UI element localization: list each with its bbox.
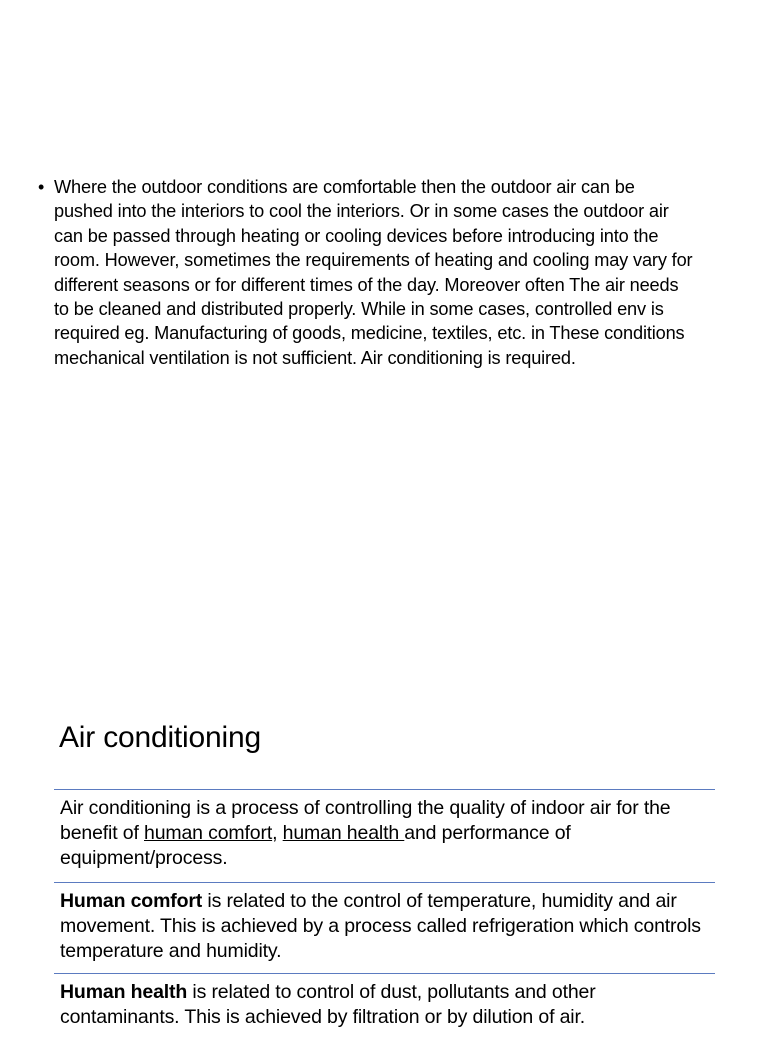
row-term: Human comfort bbox=[60, 890, 203, 912]
human-health-link[interactable]: human health bbox=[282, 822, 405, 844]
row-text: is related to control of dust, pollutants and other contaminants. This is achieved by filtration or by dilution of air. bbox=[60, 981, 596, 1028]
slide-title: Air conditioning bbox=[59, 721, 261, 754]
row-text: is related to the control of temperature, humidity and air movement. This is achieved by a process called refrigeration which controls temperature and humidity. bbox=[60, 890, 701, 962]
human-comfort-link[interactable]: human comfort bbox=[144, 822, 273, 844]
bullet-paragraph: Where the outdoor conditions are comfortable then the outdoor air can be pushed into the interiors to cool the interiors. Or in some cases the outdoor air can be passed through heating or cooling devices before introducing into the room. However, sometimes the requirements of heating and cooling may vary for different seasons or for different times of the day. Moreover often The air needs to be cleaned and distributed properly. While in some cases, controlled env is required eg. Manufacturing of goods, medicine, textiles, etc. in These conditions mechanical ventilation is not sufficient. Air conditioning is required. bbox=[54, 177, 693, 368]
row-text: , bbox=[272, 822, 283, 844]
row-term: Human health bbox=[60, 981, 188, 1003]
bullet-icon: • bbox=[38, 177, 45, 197]
table-row bbox=[54, 882, 715, 973]
table-row bbox=[54, 789, 715, 882]
row-text: Air conditioning is a process of controlling the quality of indoor air for the benefit of bbox=[60, 797, 671, 844]
table-row bbox=[54, 973, 715, 1046]
row-text: and performance of equipment/process. bbox=[60, 822, 571, 869]
definition-table bbox=[54, 789, 715, 1046]
bullet-item bbox=[38, 175, 698, 370]
